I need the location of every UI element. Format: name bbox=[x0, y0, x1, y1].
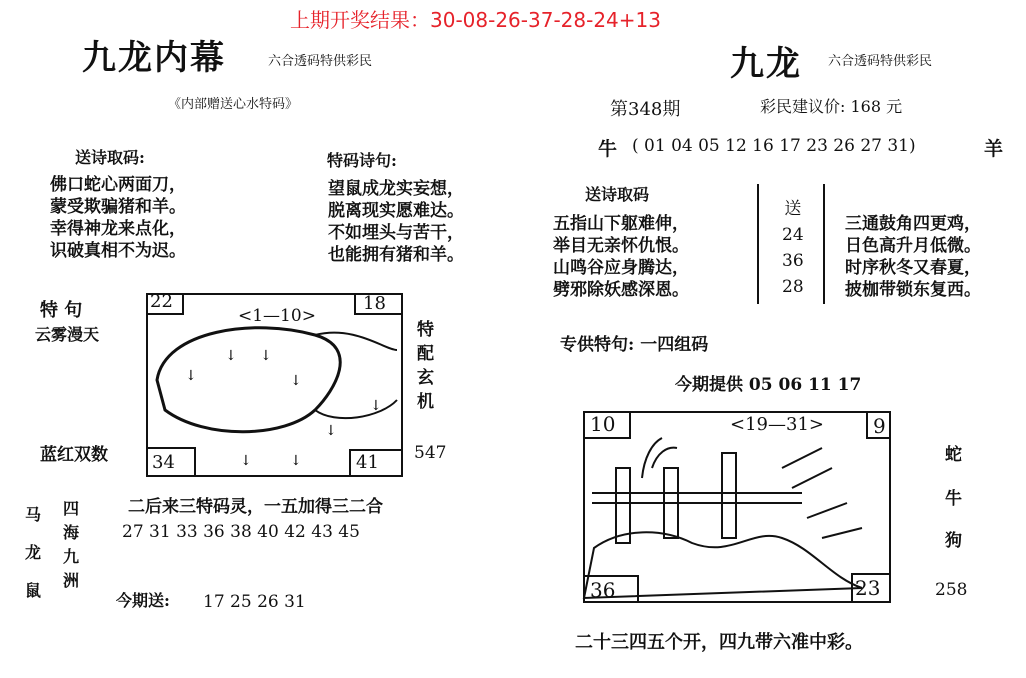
poem-line: 三通鼓角四更鸡， bbox=[845, 214, 981, 234]
svg-text:↓: ↓ bbox=[325, 423, 337, 439]
right-poem-heading: 送诗取码 bbox=[585, 185, 650, 204]
animals-col-1: 马 龙 鼠 bbox=[25, 505, 42, 600]
blue-red-label: 蓝红双数 bbox=[40, 445, 108, 465]
poem-line: 披枷带锁东复西。 bbox=[845, 280, 981, 300]
svg-text:↓: ↓ bbox=[290, 453, 302, 469]
send-label: 今期送: bbox=[116, 591, 170, 610]
special-sentence: 专供特句: 一四组码 bbox=[560, 335, 709, 355]
left-poem-b-heading: 特码诗句: bbox=[327, 151, 397, 170]
animals-col-2: 四 海 九 洲 bbox=[63, 499, 80, 590]
poem-line: 蒙受欺骗猪和羊。 bbox=[50, 197, 186, 217]
pic-right-range: <19—31> bbox=[730, 414, 824, 435]
send-numbers: 17 25 26 31 bbox=[203, 592, 306, 612]
svg-text:↓: ↓ bbox=[225, 348, 237, 364]
price: 彩民建议价: 168 元 bbox=[760, 97, 903, 116]
poem-line: 识破真相不为迟。 bbox=[50, 241, 186, 261]
number-258: 258 bbox=[935, 580, 968, 600]
right-poem-b bbox=[845, 213, 981, 301]
pic-right-top-right-number: 9 bbox=[873, 414, 886, 438]
ox-label: 牛 bbox=[598, 138, 618, 160]
svg-text:↓: ↓ bbox=[290, 373, 302, 389]
left-title: 九龙内幕 bbox=[82, 38, 226, 78]
right-puzzle-picture bbox=[582, 408, 894, 606]
pic-right-bottom-right-number: 23 bbox=[855, 576, 881, 600]
poem-line: 举目无亲怀仇恨。 bbox=[553, 236, 689, 256]
special-phrase: 云雾漫天 bbox=[35, 325, 100, 344]
left-note: 《内部赠送心水特码》 bbox=[168, 97, 299, 112]
left-subtitle: 六合透码特供彩民 bbox=[268, 54, 373, 69]
pic-left-bottom-right-number: 41 bbox=[356, 452, 379, 473]
poem-line: 也能拥有猪和羊。 bbox=[328, 245, 464, 265]
pic-right-top-left-number: 10 bbox=[590, 412, 616, 436]
zodiac-snake: 蛇 bbox=[945, 445, 962, 465]
poem-line: 佛口蛇心两面刀， bbox=[50, 175, 186, 195]
number-547: 547 bbox=[414, 443, 447, 463]
svg-text:↓: ↓ bbox=[240, 453, 252, 469]
right-subtitle: 六合透码特供彩民 bbox=[828, 54, 933, 69]
pic-right-bottom-left-number: 36 bbox=[590, 578, 616, 602]
ox-row-numbers: ( 01 04 05 12 16 17 23 26 27 31) bbox=[632, 136, 916, 156]
svg-text:↓: ↓ bbox=[370, 398, 382, 414]
number-list: 27 31 33 36 38 40 42 43 45 bbox=[122, 522, 360, 542]
poem-line: 幸得神龙来点化， bbox=[50, 219, 186, 239]
svg-text:↓: ↓ bbox=[185, 368, 197, 384]
left-poem-b bbox=[328, 178, 464, 266]
svg-text:↓: ↓ bbox=[260, 348, 272, 364]
zodiac-dog: 狗 bbox=[945, 531, 962, 551]
pic-left-range: <1—10> bbox=[238, 306, 316, 326]
special-label: 特 句 bbox=[40, 300, 83, 321]
left-poem-a bbox=[50, 174, 186, 262]
provide-numbers: 今期提供 05 06 11 17 bbox=[675, 375, 862, 395]
left-poem-a-heading: 送诗取码: bbox=[75, 148, 145, 167]
rhyme-line: 二后来三特码灵，一五加得三二合 bbox=[128, 497, 383, 517]
poem-line: 脱离现实愿难达。 bbox=[328, 201, 464, 221]
last-result-banner: 上期开奖结果：30-08-26-37-28-24+13 bbox=[290, 8, 661, 32]
poem-line: 五指山下躯难伸， bbox=[553, 214, 689, 234]
issue-number: 第348期 bbox=[610, 99, 681, 120]
send-column: 送 24 36 28 bbox=[782, 199, 804, 297]
zodiac-ox: 牛 bbox=[945, 489, 962, 509]
side-vertical-text: 特 配 玄 机 bbox=[417, 320, 434, 412]
right-footer: 二十三四五个开，四九带六准中彩。 bbox=[575, 632, 863, 653]
pic-left-top-left-number: 22 bbox=[150, 291, 173, 312]
poem-line: 时序秋冬又春夏， bbox=[845, 258, 981, 278]
poem-line: 劈邪除妖感深恩。 bbox=[553, 280, 689, 300]
poem-line: 望鼠成龙实妄想， bbox=[328, 179, 464, 199]
pic-left-bottom-left-number: 34 bbox=[152, 452, 175, 473]
pic-left-top-right-number: 18 bbox=[363, 293, 386, 314]
poem-line: 日色高升月低微。 bbox=[845, 236, 981, 256]
sheep-label: 羊 bbox=[984, 138, 1004, 160]
poem-line: 不如埋头与苦干， bbox=[328, 223, 464, 243]
right-title: 九龙 bbox=[730, 44, 802, 84]
right-poem-a bbox=[553, 213, 689, 301]
poem-line: 山鸣谷应身腾达， bbox=[553, 258, 689, 278]
